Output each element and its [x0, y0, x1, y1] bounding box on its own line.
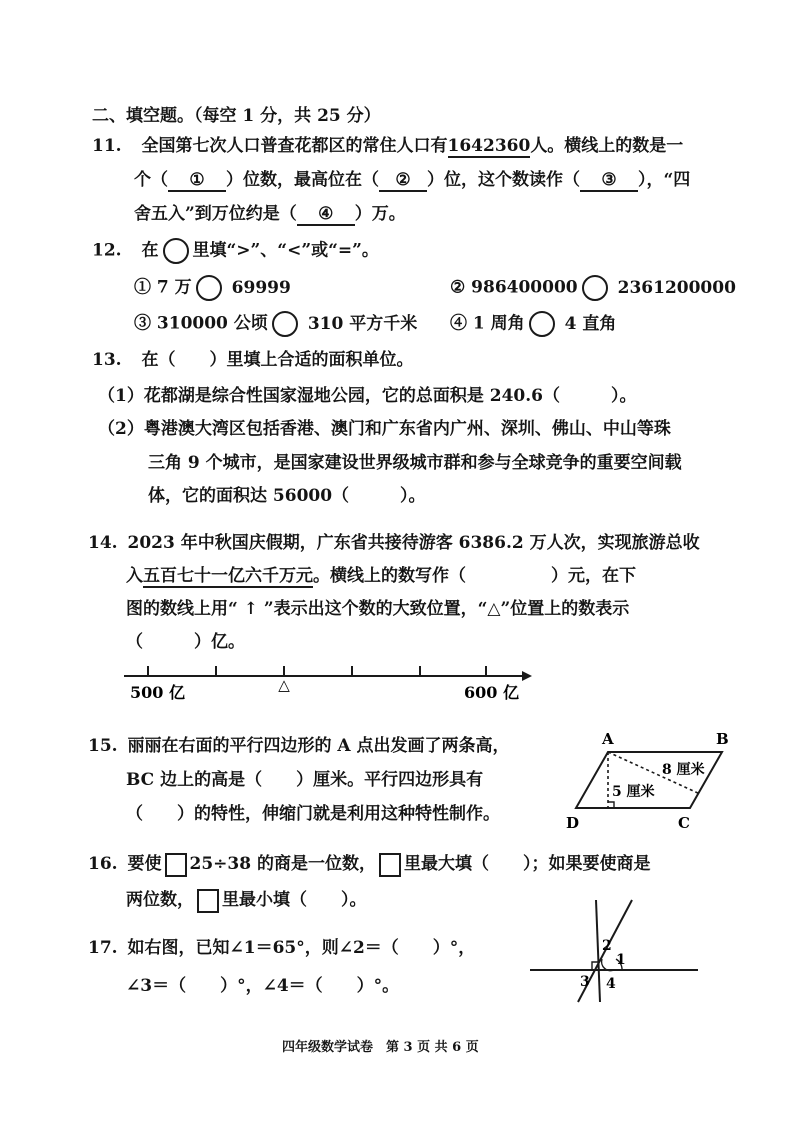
q11-blank-2[interactable]: ②: [379, 170, 427, 192]
q11-number: 11.: [92, 136, 122, 156]
number-line: [120, 656, 540, 706]
q13-intro-text: 在（ ）里填上合适的面积单位。: [141, 350, 414, 370]
vertex-a-label: A: [602, 730, 614, 748]
q15-line-1: [88, 734, 510, 758]
height-8-label: 8 厘米: [662, 762, 705, 778]
q14-line-2: [126, 564, 636, 588]
q11-line-2: [134, 168, 690, 192]
q12-item-3-right: 310 平方千米: [307, 313, 418, 334]
q17-number: 17.: [88, 938, 118, 958]
q16-line-2: [126, 888, 367, 913]
vertex-d-label: D: [566, 814, 580, 832]
q11-blank-4[interactable]: ④: [297, 204, 355, 226]
digit-box-reference: [379, 853, 401, 877]
q16-number: 16.: [88, 854, 118, 874]
q15-line-3: （ ）的特性，伸缩门就是利用这种特性制作。: [126, 804, 500, 824]
q12-item-2: [450, 275, 736, 301]
q17-line-1: [88, 936, 475, 960]
q11-text-3: 个（: [134, 170, 168, 190]
section-title: 二、填空题。（每空 1 分，共 25 分）: [92, 106, 381, 126]
number-line-label-500: 500 亿: [130, 683, 185, 702]
q13-sub-2-line-2: 三角 9 个城市，是国家建设世界级城市群和参与全球竞争的重要空间载: [148, 453, 682, 473]
q11-blank-1[interactable]: ①: [168, 170, 226, 192]
parallelogram-diagram: [566, 724, 766, 834]
q12-intro-a: 在: [141, 240, 159, 261]
q17-line-2: ∠3＝（ ）°，∠4＝（ ）°。: [126, 976, 400, 996]
q11-text-8: ）万。: [354, 204, 406, 224]
intersecting-lines-diagram: [526, 898, 706, 1008]
q11-text-4: ）位数，最高位在（: [226, 170, 379, 190]
q12-item-4: [450, 311, 616, 337]
q11-population: 1642360: [447, 136, 531, 156]
q12-item-1-left: ① 7 万: [134, 277, 192, 298]
q13-sub-2-line-3: 体，它的面积达 56000（ ）。: [148, 486, 426, 506]
q13-sub-1: （1）花都湖是综合性国家湿地公园，它的总面积是 240.6（ ）。: [98, 386, 637, 406]
q16-text-3: 里最大填（ ）；如果要使商是: [403, 854, 651, 874]
q12-intro-b: 里填“>”、“<”或“=”。: [192, 240, 379, 261]
q12-item-1-right: 69999: [231, 277, 291, 298]
q15-text-1: 丽丽在右面的平行四边形的 A 点出发画了两条高，: [127, 736, 510, 756]
angle-1-label: 1: [616, 952, 626, 968]
q11-text-2: 人。横线上的数是一: [530, 136, 684, 156]
q11-line-3: [134, 202, 406, 226]
q15-line-2: BC 边上的高是（ ）厘米。平行四边形具有: [126, 770, 484, 790]
q12-item-3: [134, 311, 417, 337]
q12-item-2-right: 2361200000: [617, 277, 736, 298]
q16-text-1: 要使: [127, 854, 162, 874]
digit-box-reference: [197, 889, 219, 913]
angle-4-label: 4: [606, 976, 616, 992]
q12-circle-1[interactable]: [196, 275, 222, 301]
q12-item-4-right: 4 直角: [564, 313, 617, 334]
vertex-b-label: B: [716, 730, 729, 748]
q11-text-6: ），“四: [638, 170, 691, 190]
q11-line-1: [92, 134, 683, 158]
q16-text-5: 里最小填（ ）。: [222, 890, 367, 910]
q12-number: 12.: [92, 240, 122, 261]
q17-text-1: 如右图，已知∠1＝65°，则∠2＝（ ）°，: [127, 938, 476, 958]
triangle-marker-icon: △: [278, 676, 290, 694]
q14-line-1: [88, 531, 700, 555]
q14-line-4: （ ）亿。: [126, 632, 245, 652]
q14-number: 14.: [88, 533, 118, 553]
q13-number: 13.: [92, 350, 122, 370]
q11-text-1: 全国第七次人口普查花都区的常住人口有: [141, 136, 448, 156]
q16-line-1: [88, 852, 650, 877]
q14-text-2: 入: [126, 566, 143, 586]
page-footer: 四年级数学试卷 第 3 页 共 6 页: [282, 1040, 479, 1055]
number-line-arrow-icon: [522, 671, 532, 681]
digit-box[interactable]: [165, 853, 187, 877]
q14-line-3: 图的数线上用“ ↑ ”表示出这个数的大致位置，“△”位置上的数表示: [126, 599, 630, 619]
q12-item-2-left: ② 986400000: [450, 277, 578, 298]
angle-3-label: 3: [580, 974, 590, 990]
q14-amount: 五百七十一亿六千万元: [143, 566, 313, 586]
q13-intro: [92, 348, 414, 372]
q14-text-3: 。横线上的数写作（ ）元，在下: [313, 566, 636, 586]
height-5-label: 5 厘米: [612, 784, 655, 800]
compare-circle-icon: [163, 238, 189, 264]
q16-text-4: 两位数，: [126, 890, 194, 910]
number-line-label-600: 600 亿: [464, 683, 519, 702]
angle-2-label: 2: [602, 938, 612, 954]
angle-2-arc: [602, 959, 614, 971]
q12-circle-4[interactable]: [529, 311, 555, 337]
q16-text-2: 25÷38 的商是一位数，: [189, 854, 376, 874]
q11-text-5: ）位，这个数读作（: [427, 170, 580, 190]
q12-item-4-left: ④ 1 周角: [450, 313, 525, 334]
vertical-line: [596, 900, 600, 1002]
q12-circle-2[interactable]: [582, 275, 608, 301]
q15-number: 15.: [88, 736, 118, 756]
q14-text-1: 2023 年中秋国庆假期，广东省共接待游客 6386.2 万人次，实现旅游总收: [127, 533, 700, 553]
q12-intro: [92, 238, 379, 264]
vertex-c-label: C: [678, 814, 690, 832]
q12-item-1: [134, 275, 291, 301]
q11-blank-3[interactable]: ③: [580, 170, 638, 192]
q13-sub-2-line-1: （2）粤港澳大湾区包括香港、澳门和广东省内广州、深圳、佛山、中山等珠: [98, 419, 671, 439]
q11-text-7: 舍五入”到万位约是（: [134, 204, 297, 224]
q12-circle-3[interactable]: [272, 311, 298, 337]
q12-item-3-left: ③ 310000 公顷: [134, 313, 268, 334]
